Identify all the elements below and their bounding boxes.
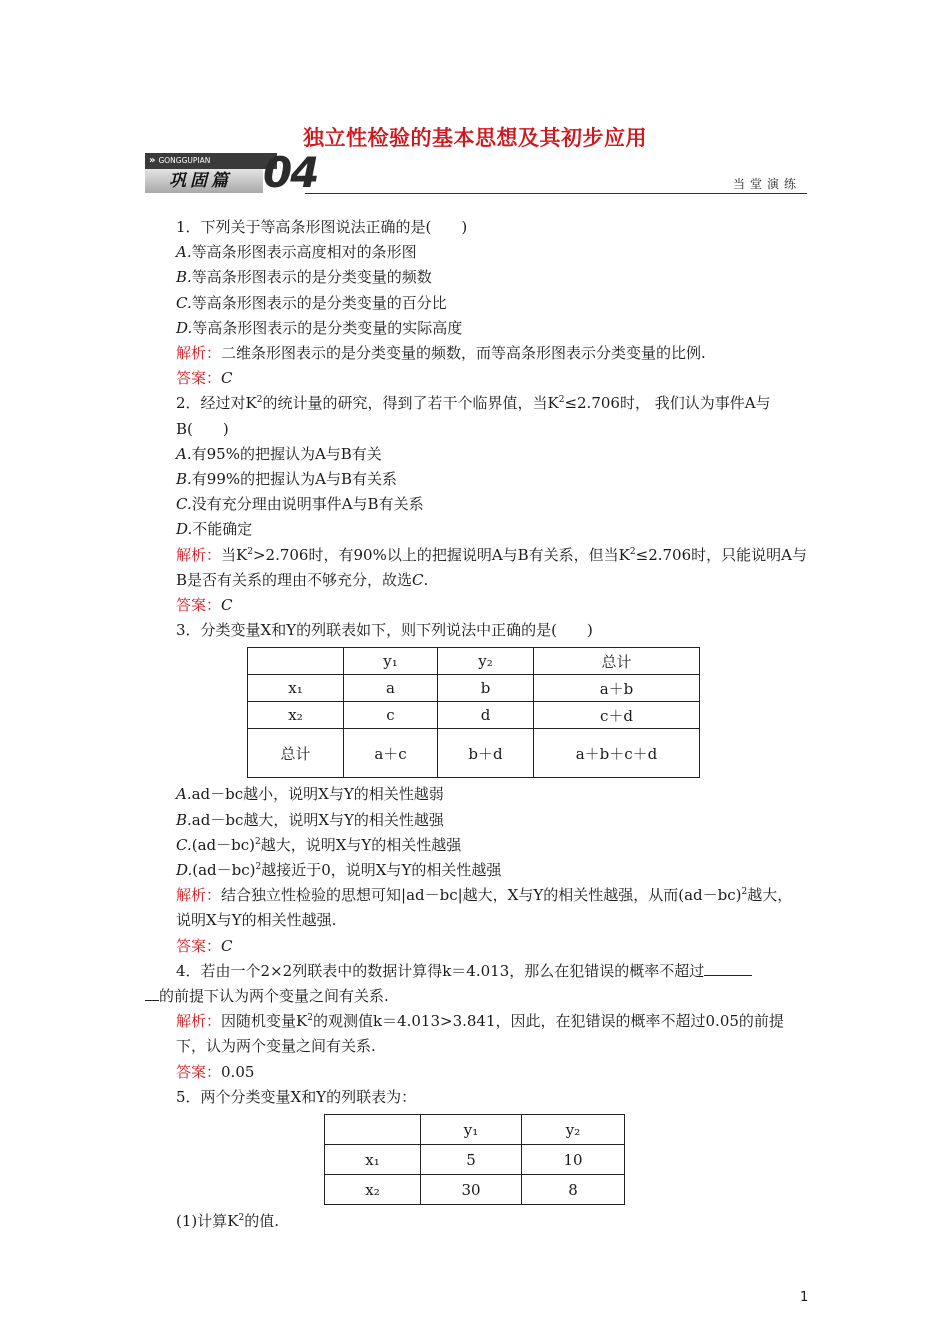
- q2-option-c: [145, 492, 807, 517]
- q5-stem: 5．两个分类变量X和Y的列联表为：: [176, 1087, 417, 1106]
- table-cell: d: [438, 702, 534, 729]
- table-cell: 10: [522, 1145, 625, 1175]
- table-cell: b＋d: [438, 729, 534, 778]
- q1-option-a: [145, 240, 807, 265]
- banner-divider: [305, 193, 807, 194]
- option-letter: D.: [176, 861, 193, 880]
- table-cell: 5: [421, 1145, 522, 1175]
- answer-blank: [704, 961, 752, 976]
- q2-option-b: [145, 467, 807, 492]
- q5-sub-part: (1)计算K: [176, 1212, 239, 1231]
- q1-option-b: [145, 265, 807, 290]
- table-cell: a＋c: [344, 729, 438, 778]
- q2-option-a: [145, 442, 807, 467]
- superscript: 2: [741, 887, 748, 898]
- option-letter: A.: [176, 785, 192, 804]
- superscript: 2: [254, 836, 261, 847]
- q2-option-d: [145, 517, 807, 542]
- table-cell: x₂: [325, 1175, 421, 1205]
- analysis-text: 二维条形图表示的是分类变量的频数，而等高条形图表示分类变量的比例.: [221, 344, 706, 363]
- table-cell: a: [344, 675, 438, 702]
- q3-option-d: [145, 858, 807, 883]
- answer-value: C: [221, 369, 233, 388]
- table-cell: b: [438, 675, 534, 702]
- q4-stem-part: 的前提下认为两个变量之间有关系.: [159, 987, 389, 1006]
- option-letter: A.: [176, 243, 192, 262]
- option-text: 等高条形图表示的是分类变量的百分比: [191, 293, 447, 312]
- answer-value: C: [221, 596, 233, 615]
- q4-analysis: [145, 1009, 807, 1059]
- option-text: (ad－bc): [192, 861, 256, 880]
- exercise-content: [145, 215, 807, 1234]
- banner-tab-text: GONGGUPIAN: [158, 156, 211, 165]
- answer-label: 答案：: [176, 369, 222, 388]
- option-letter: B.: [176, 810, 192, 829]
- q4-stem: [145, 959, 807, 1009]
- q4-answer: [145, 1060, 807, 1085]
- table-cell: 8: [522, 1175, 625, 1205]
- table-row: [325, 1175, 625, 1205]
- table-cell: [325, 1115, 421, 1145]
- analysis-text: 越大，说明X与Y的相关性越强.: [176, 886, 793, 930]
- page-title: 独立性检验的基本思想及其初步应用: [303, 126, 647, 150]
- analysis-text: 因随机变量K: [221, 1012, 308, 1031]
- option-text: 有99%的把握认为A与B有关系: [191, 470, 397, 489]
- q3-analysis: [145, 883, 807, 933]
- table-row: [325, 1115, 625, 1145]
- table-row: [248, 729, 700, 778]
- double-chevron-icon: »: [149, 155, 156, 166]
- table-cell: 总计: [534, 648, 700, 675]
- q1-stem: 1．下列关于等高条形图说法正确的是( ): [176, 218, 468, 236]
- section-label: 巩固篇: [145, 169, 263, 193]
- answer-label: 答案：: [176, 1062, 222, 1081]
- superscript: 2: [247, 546, 253, 557]
- q5-sub1: [145, 1209, 807, 1234]
- answer-value: C: [221, 936, 233, 955]
- option-text: 没有充分理由说明事件A与B有关系: [191, 495, 424, 514]
- section-banner: [145, 148, 807, 197]
- analysis-text: 结合独立性检验的思想可知|ad－bc|越大，X与Y的相关性越强，从而(ad－bc): [221, 886, 742, 905]
- option-letter: C.: [176, 495, 192, 514]
- table-row: [248, 702, 700, 729]
- superscript: 2: [307, 1013, 313, 1024]
- superscript: 2: [255, 862, 262, 873]
- analysis-label: 解析：: [176, 545, 222, 564]
- option-text: 越接近于0，说明X与Y的相关性越强: [261, 861, 502, 880]
- option-letter: C.: [176, 835, 192, 854]
- option-text: (ad－bc): [191, 835, 255, 854]
- q2-analysis: [145, 543, 807, 593]
- q3-stem: 3．分类变量X和Y的列联表如下，则下列说法中正确的是( ): [176, 621, 593, 640]
- option-letter: A.: [176, 444, 192, 463]
- section-subtitle: 当堂演练: [732, 177, 801, 191]
- table-cell: x₁: [325, 1145, 421, 1175]
- table-cell: [248, 648, 344, 675]
- analysis-label: 解析：: [176, 886, 222, 905]
- table-cell: 总计: [248, 729, 344, 778]
- superscript: 2: [629, 546, 636, 557]
- q2-stem-part: 2．经过对K: [176, 394, 257, 413]
- answer-label: 答案：: [176, 936, 222, 955]
- option-text: 等高条形图表示高度相对的条形图: [191, 243, 417, 262]
- q5-sub-part: 的值.: [244, 1212, 279, 1231]
- q3-option-c: [145, 833, 807, 858]
- option-text: 等高条形图表示的是分类变量的实际高度: [192, 318, 463, 337]
- table-row: [248, 675, 700, 702]
- superscript: 2: [558, 395, 565, 406]
- section-number: 04: [263, 148, 318, 197]
- option-letter: D.: [176, 520, 193, 539]
- table-cell: y₁: [344, 648, 438, 675]
- q3-option-b: [145, 808, 807, 833]
- table-cell: y₁: [421, 1115, 522, 1145]
- analysis-text: ≤2.706时，只能说明A与B是否有关系的理由不够充分，故选: [176, 545, 807, 589]
- q4-stem-part: 4．若由一个2×2列联表中的数据计算得k＝4.013，那么在犯错误的概率不超过: [176, 961, 705, 980]
- q3-answer: [145, 934, 807, 959]
- analysis-label: 解析：: [176, 1012, 222, 1031]
- q5-contingency-table: [324, 1114, 625, 1205]
- table-row: [248, 648, 700, 675]
- option-letter: C.: [176, 293, 192, 312]
- analysis-text: >2.706时，有90%以上的把握说明A与B有关系，但当K: [252, 545, 630, 564]
- answer-blank: [145, 986, 159, 1001]
- table-cell: y₂: [522, 1115, 625, 1145]
- answer-label: 答案：: [176, 596, 222, 615]
- table-cell: 30: [421, 1175, 522, 1205]
- table-row: [325, 1145, 625, 1175]
- superscript: 2: [256, 395, 263, 406]
- q2-stem-part: ≤2.706时， 我们认为事件A与B( ): [176, 394, 771, 438]
- superscript: 2: [238, 1213, 245, 1224]
- q2-stem-part: 的统计量的研究，得到了若干个临界值，当K: [262, 394, 559, 413]
- q1-analysis: [145, 341, 807, 366]
- page-number: 1: [800, 1290, 809, 1305]
- option-text: 越大，说明X与Y的相关性越强: [260, 835, 462, 854]
- table-cell: c: [344, 702, 438, 729]
- analysis-choice: C: [412, 570, 424, 589]
- analysis-text: 当K: [221, 545, 248, 564]
- analysis-text: .: [423, 570, 429, 589]
- table-cell: x₂: [248, 702, 344, 729]
- option-letter: B.: [176, 268, 192, 287]
- option-text: ad－bc越大，说明X与Y的相关性越强: [191, 810, 444, 829]
- table-cell: x₁: [248, 675, 344, 702]
- option-letter: B.: [176, 470, 192, 489]
- q3-contingency-table: [247, 647, 700, 778]
- banner-tab: [145, 153, 277, 169]
- q1-option-d: [145, 316, 807, 341]
- table-cell: y₂: [438, 648, 534, 675]
- q1-option-c: [145, 291, 807, 316]
- analysis-label: 解析：: [176, 344, 222, 363]
- option-text: 有95%的把握认为A与B有关: [191, 444, 382, 463]
- table-cell: a＋b: [534, 675, 700, 702]
- q2-stem: [145, 391, 807, 441]
- q1-answer: [145, 366, 807, 391]
- analysis-text: 的观测值k＝4.013>3.841，因此，在犯错误的概率不超过0.05的前提下，认为两个变量之间有关系.: [176, 1012, 784, 1056]
- option-text: 等高条形图表示的是分类变量的频数: [191, 268, 432, 287]
- q2-answer: [145, 593, 807, 618]
- option-text: 不能确定: [192, 520, 253, 539]
- table-cell: a＋b＋c＋d: [534, 729, 700, 778]
- table-cell: c＋d: [534, 702, 700, 729]
- option-letter: D.: [176, 318, 193, 337]
- answer-value: 0.05: [221, 1062, 255, 1081]
- q3-option-a: [145, 782, 807, 807]
- option-text: ad－bc越小，说明X与Y的相关性越弱: [191, 785, 444, 804]
